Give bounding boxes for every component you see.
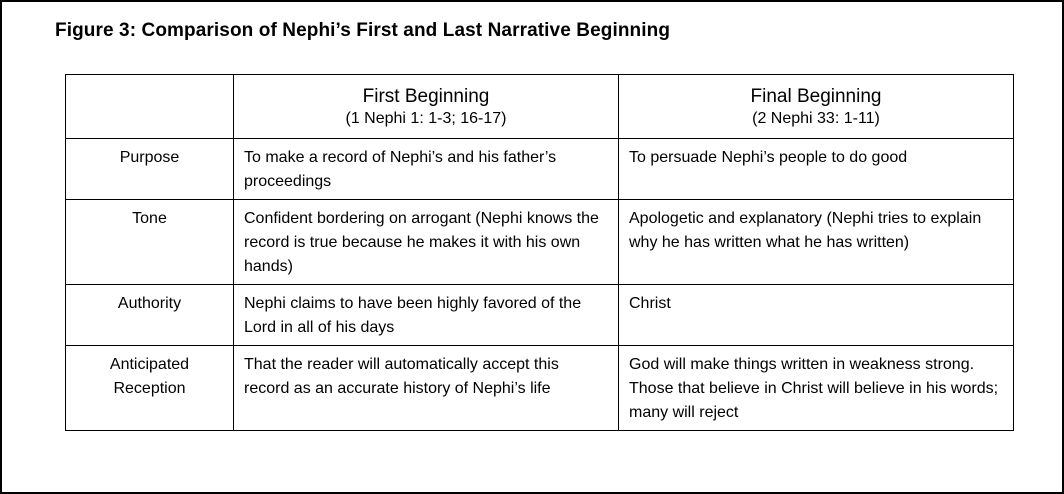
row-label: Anticipated Reception xyxy=(66,346,234,431)
row-label: Authority xyxy=(66,285,234,346)
first-beginning-cell: Confident bordering on arrogant (Nephi knows the record is true because he makes it with his own hands) xyxy=(234,200,619,285)
final-beginning-cell: Christ xyxy=(619,285,1014,346)
table-row xyxy=(66,139,1014,200)
table-row xyxy=(66,346,1014,431)
header-first-beginning xyxy=(234,75,619,139)
column-subtitle: (1 Nephi 1: 1-3; 16-17) xyxy=(345,110,507,127)
row-label: Purpose xyxy=(66,139,234,200)
first-beginning-cell: That the reader will automatically accept this record as an accurate history of Nephi’s life xyxy=(234,346,619,431)
row-label: Tone xyxy=(66,200,234,285)
comparison-table xyxy=(65,74,1014,431)
header-final-beginning xyxy=(619,75,1014,139)
header-row xyxy=(66,75,1014,139)
final-beginning-cell: Apologetic and explanatory (Nephi tries to explain why he has written what he has written) xyxy=(619,200,1014,285)
table-row xyxy=(66,200,1014,285)
column-subtitle: (2 Nephi 33: 1-11) xyxy=(752,110,880,127)
final-beginning-cell: To persuade Nephi’s people to do good xyxy=(619,139,1014,200)
header-empty-cell xyxy=(66,75,234,139)
first-beginning-cell: Nephi claims to have been highly favored of the Lord in all of his days xyxy=(234,285,619,346)
table-row xyxy=(66,285,1014,346)
figure-title: Figure 3: Comparison of Nephi’s First and Last Narrative Beginning xyxy=(55,20,671,41)
column-title: First Beginning xyxy=(362,86,490,107)
final-beginning-cell: God will make things written in weakness strong. Those that believe in Christ will believe in his words; many will reject xyxy=(619,346,1014,431)
first-beginning-cell: To make a record of Nephi’s and his father’s proceedings xyxy=(234,139,619,200)
column-title: Final Beginning xyxy=(750,86,882,107)
